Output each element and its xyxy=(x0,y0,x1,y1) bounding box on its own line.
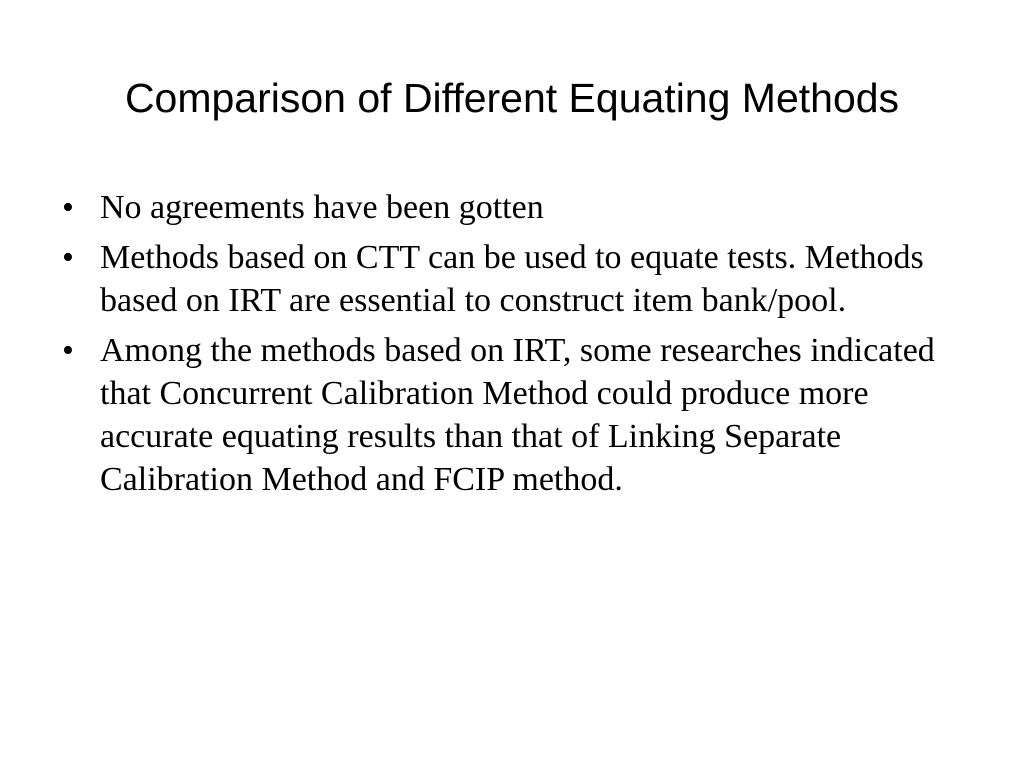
bullet-marker: • xyxy=(62,332,74,369)
bullet-item xyxy=(62,329,962,501)
bullet-text: No agreements have been gotten xyxy=(100,189,544,226)
bullet-marker: • xyxy=(62,239,74,276)
slide-title: Comparison of Different Equating Methods xyxy=(124,75,900,121)
bullet-item xyxy=(62,236,962,322)
bullet-item xyxy=(62,186,962,229)
bullet-text: Among the methods based on IRT, some researches indicated that Concurrent Calibration Method could produce more accurate equating results than that of Linking Separate Calibration Method and FCIP method. xyxy=(100,332,935,498)
bullet-marker: • xyxy=(62,189,74,226)
bullet-list xyxy=(62,186,962,508)
bullet-text: Methods based on CTT can be used to equate tests. Methods based on IRT are essential to construct item bank/pool. xyxy=(100,239,924,319)
